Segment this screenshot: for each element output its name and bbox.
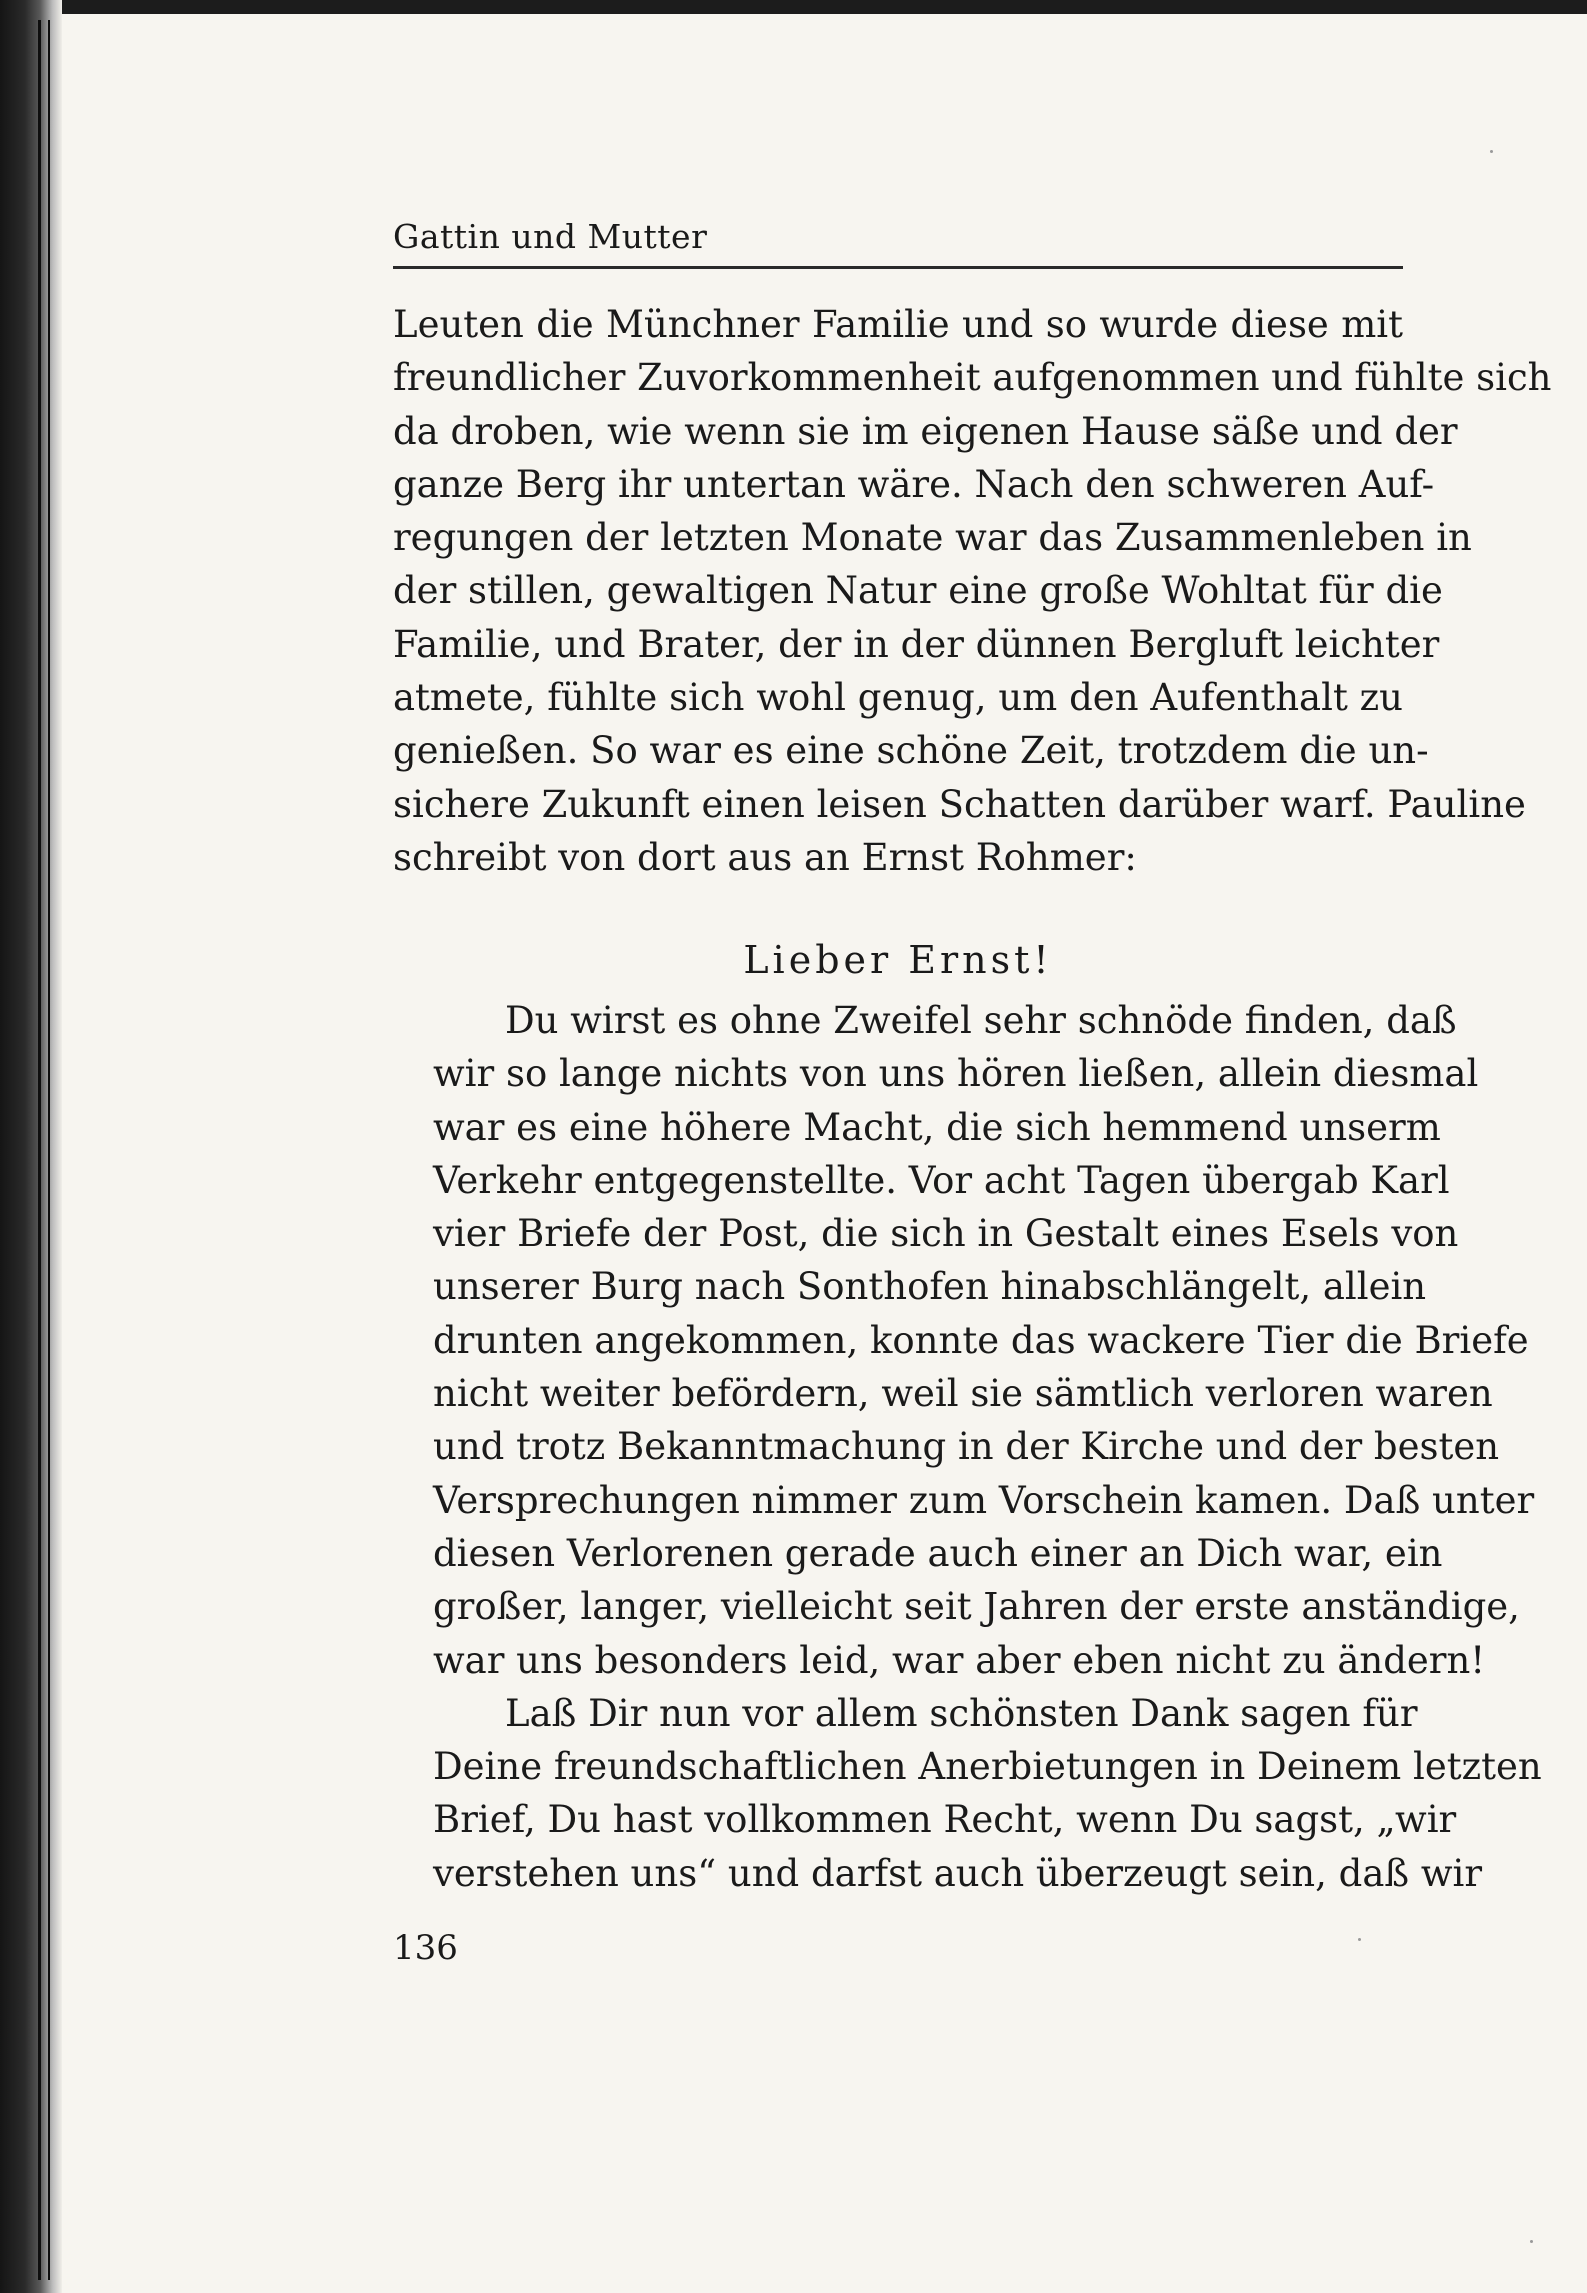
text-line: Leuten die Münchner Familie und so wurde diese mit — [393, 303, 1403, 346]
text-line: Du wirst es ohne Zweifel sehr schnöde finden, daß — [505, 999, 1457, 1042]
text-line: unserer Burg nach Sonthofen hinabschlängelt, allein — [433, 1265, 1427, 1309]
text-line: regungen der letzten Monate war das Zusammenleben in — [393, 516, 1472, 560]
paper-speck — [1358, 1938, 1361, 1941]
paper-speck — [1490, 150, 1493, 153]
text-line: verstehen uns“ und darfst auch überzeugt sein, daß wir — [433, 1851, 1483, 1895]
text-line: schreibt von dort aus an Ernst Rohmer: — [393, 835, 1137, 879]
text-line: diesen Verlorenen gerade auch einer an Dich war, ein — [433, 1531, 1443, 1575]
text-line: Laß Dir nun vor allem schönsten Dank sagen für — [505, 1691, 1418, 1735]
body-paragraph — [393, 298, 1552, 884]
text-line: vier Briefe der Post, die sich in Gestalt eines Esels von — [433, 1212, 1459, 1256]
spine-line — [48, 20, 50, 2280]
text-line: großer, langer, vielleicht seit Jahren der erste anständige, — [433, 1585, 1520, 1629]
paper-speck — [1530, 2240, 1533, 2243]
text-line: freundlicher Zuvorkommenheit aufgenommen und fühlte sich — [393, 356, 1552, 400]
page-number: 136 — [393, 1928, 458, 1968]
text-line: Familie, und Brater, der in der dünnen Bergluft leichter — [393, 622, 1440, 666]
text-line: wir so lange nichts von uns hören ließen, allein diesmal — [433, 1052, 1479, 1096]
book-spine-shadow — [0, 0, 62, 2293]
running-header — [393, 208, 1403, 269]
text-line: da droben, wie wenn sie im eigenen Hause säße und der — [393, 409, 1458, 453]
page-top-edge — [0, 0, 1587, 14]
text-line: nicht weiter befördern, weil sie sämtlich verloren waren — [433, 1372, 1493, 1416]
text-line: drunten angekommen, konnte das wackere Tier die Briefe — [433, 1318, 1529, 1362]
header-title: Gattin und Mutter — [393, 217, 708, 256]
text-line: war uns besonders leid, war aber eben nicht zu ändern! — [433, 1638, 1486, 1682]
text-line: war es eine höhere Macht, die sich hemmend unserm — [433, 1105, 1441, 1149]
text-line: der stillen, gewaltigen Natur eine große Wohltat für die — [393, 569, 1443, 613]
text-line: Deine freundschaftlichen Anerbietungen in Deinem letzten — [433, 1745, 1542, 1789]
letter-salutation: Lieber Ernst! — [743, 938, 1053, 982]
text-line: Versprechungen nimmer zum Vorschein kamen. Daß unter — [433, 1478, 1535, 1522]
letter-body — [433, 994, 1542, 1900]
text-line: sichere Zukunft einen leisen Schatten darüber warf. Pauline — [393, 782, 1526, 826]
spine-line — [38, 20, 41, 2280]
text-line: atmete, fühlte sich wohl genug, um den Aufenthalt zu — [393, 676, 1403, 720]
text-line: und trotz Bekanntmachung in der Kirche und der besten — [433, 1425, 1500, 1469]
text-line: Brief, Du hast vollkommen Recht, wenn Du sagst, „wir — [433, 1798, 1457, 1842]
text-line: ganze Berg ihr untertan wäre. Nach den schweren Auf- — [393, 462, 1435, 506]
text-line: genießen. So war es eine schöne Zeit, trotzdem die un- — [393, 729, 1429, 773]
text-line: Verkehr entgegenstellte. Vor acht Tagen übergab Karl — [433, 1158, 1450, 1202]
